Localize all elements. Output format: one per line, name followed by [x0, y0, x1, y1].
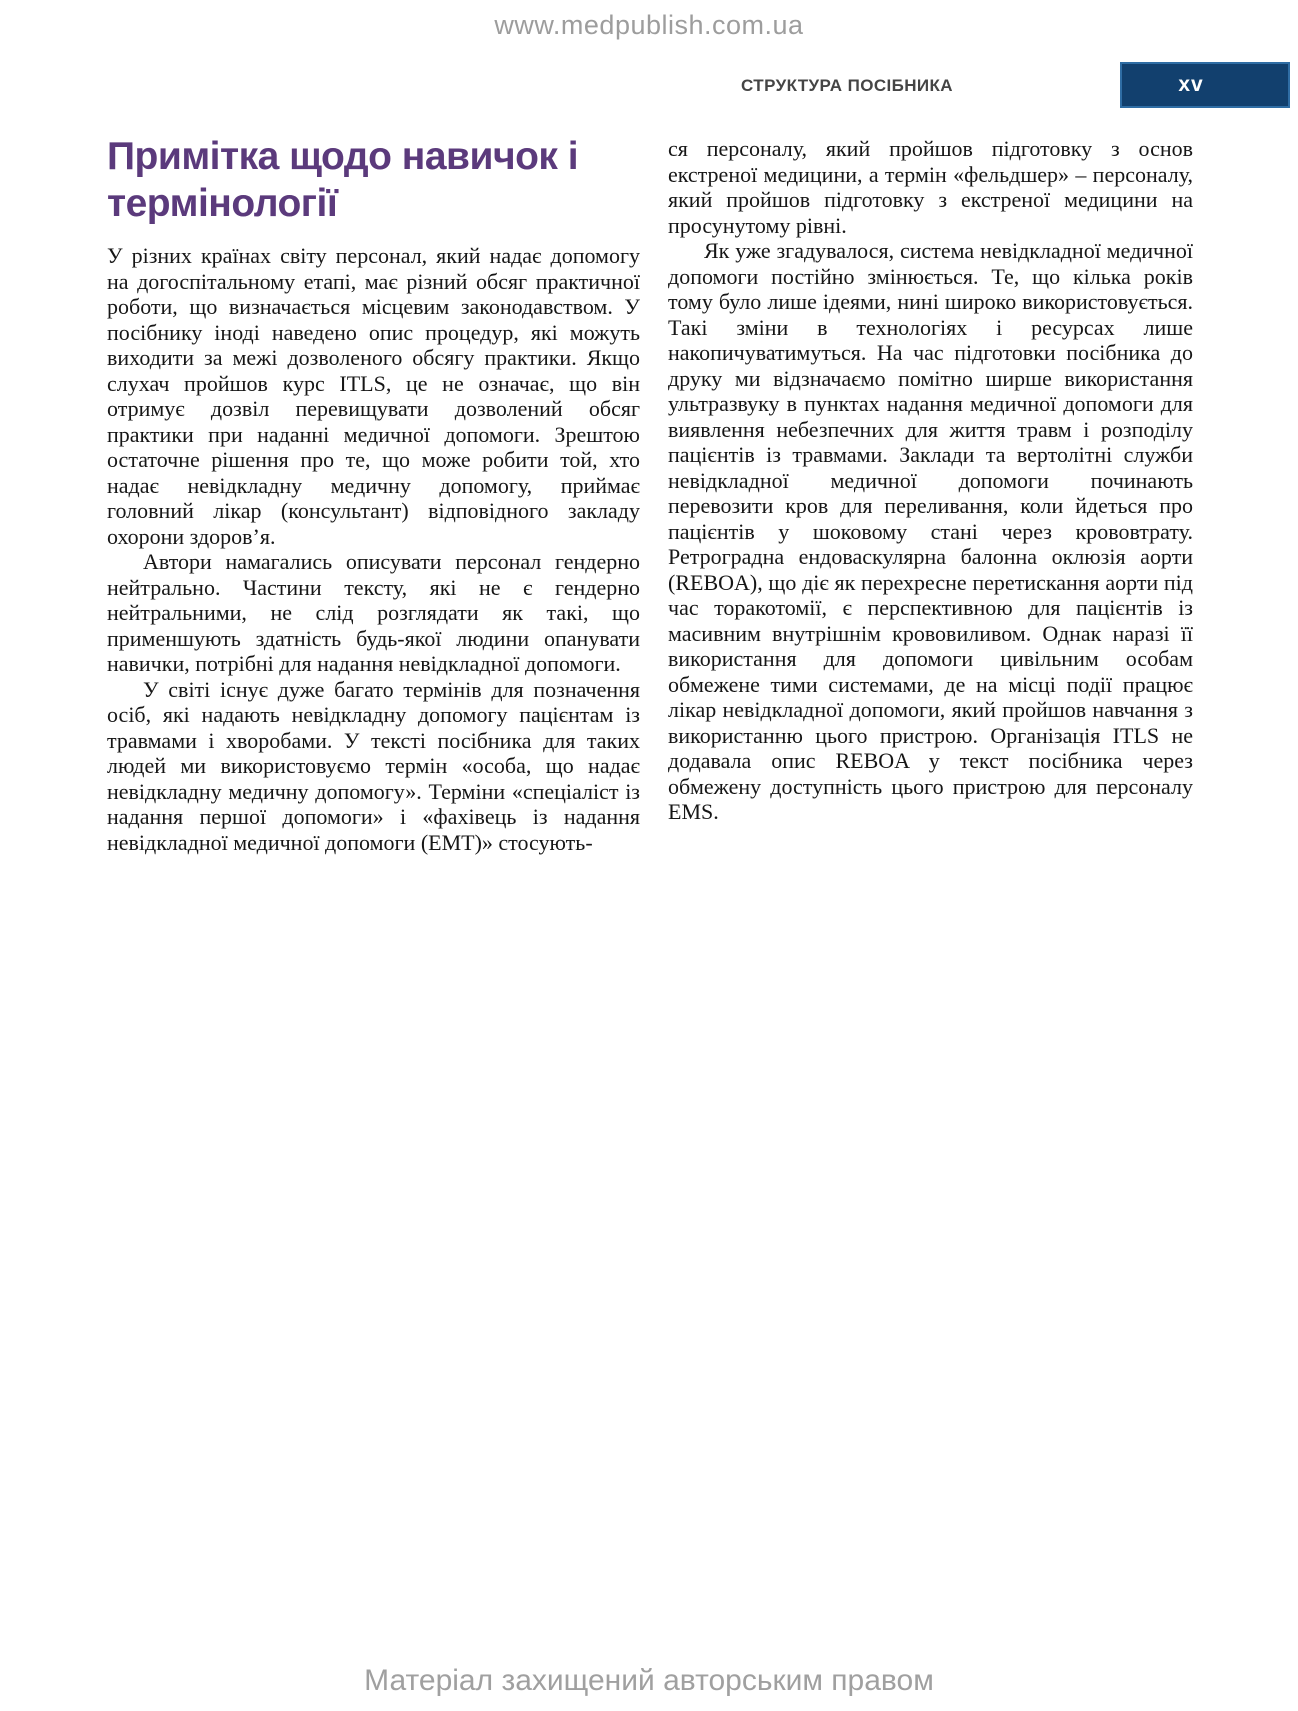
page-number-box: [1120, 62, 1290, 108]
paragraph: У світі існує дуже багато термінів для позначення осіб, які надають невідкладну допомогу пацієнтам із травмами і хворобами. У тексті посібника для таких людей ми використовуємо термін «особа, що надає невідкладну медичну допомогу». Терміни «спеціаліст із надання першої допомоги» і «фахівець із надання невідкладної медичної допомоги (EMT)» стосують-: [107, 676, 640, 855]
paragraph: Як уже згадувалося, система невідкладної медичної допомоги постійно змінюється. Те, що кілька років тому було лише ідеями, нині широко використовується. Такі зміни в технологіях і ресурсах лише накопичуватимуться. На час підготовки посібника до друку ми відзначаємо помітно ширше використання ультразвуку в пунктах надання медичної допомоги для виявлення небезпечних для життя травм і розподілу пацієнтів із травмами. Заклади та вертолітні служби невідкладної медичної допомоги починають перевозити кров для переливання, коли йдеться про пацієнтів у шоковому стані через крововтрату. Ретроградна ендоваскулярна балонна оклюзія аорти (REBOA), що діє як перехресне перетискання аорти під час торакотомії, є перспективною для пацієнтів із масивним внутрішнім крововиливом. Однак наразі її використання для допомоги цивільним особам обмежене тими системами, де на місці події працює лікар невідкладної допомоги, який пройшов навчання з використанню цього пристрою. Організація ITLS не додавала опис REBOA у текст посібника через обмежену доступність цього пристрою для персоналу EMS.: [668, 238, 1193, 824]
right-column: [668, 133, 1193, 855]
copyright-notice: Матеріал захищений авторським правом: [364, 1664, 934, 1697]
paragraph: У різних країнах світу персонал, який надає допомогу на догоспітальному етапі, має різний обсяг практичної роботи, що визначається місцевим законодавством. У посібнику іноді наведено опис процедур, які можуть виходити за межі дозволеного обсягу практики. Якщо слухач пройшов курс ITLS, це не означає, що він отримує дозвіл перевищувати дозволений обсяг практики при наданні медичної допомоги. Зрештою остаточне рішення про те, що може робити той, хто надає невідкладну медичну допомогу, приймає головний лікар (консультант) відповідного закладу охорони здоров’я.: [107, 243, 640, 549]
page-number: xv: [1178, 73, 1204, 96]
site-url-text: www.medpublish.com.ua: [494, 10, 804, 40]
text-columns: [107, 133, 1193, 855]
section-title: Примітка щодо навичок і термінології: [107, 135, 579, 225]
paragraph: ся персоналу, який пройшов підготовку з основ екстреної медицини, а термін «фельдшер» – персоналу, який пройшов підготовку з екстреної медицини на просунутому рівні.: [668, 136, 1193, 238]
paragraph: Автори намагались описувати персонал гендерно нейтрально. Частини тексту, які не є гендерно нейтральними, не слід розглядати як такі, що применшують здатність будь-якої людини опанувати навички, потрібні для надання невідкладної допомоги.: [107, 549, 640, 676]
running-header: СТРУКТУРА ПОСІБНИКА: [741, 76, 953, 95]
left-column: [107, 133, 640, 855]
